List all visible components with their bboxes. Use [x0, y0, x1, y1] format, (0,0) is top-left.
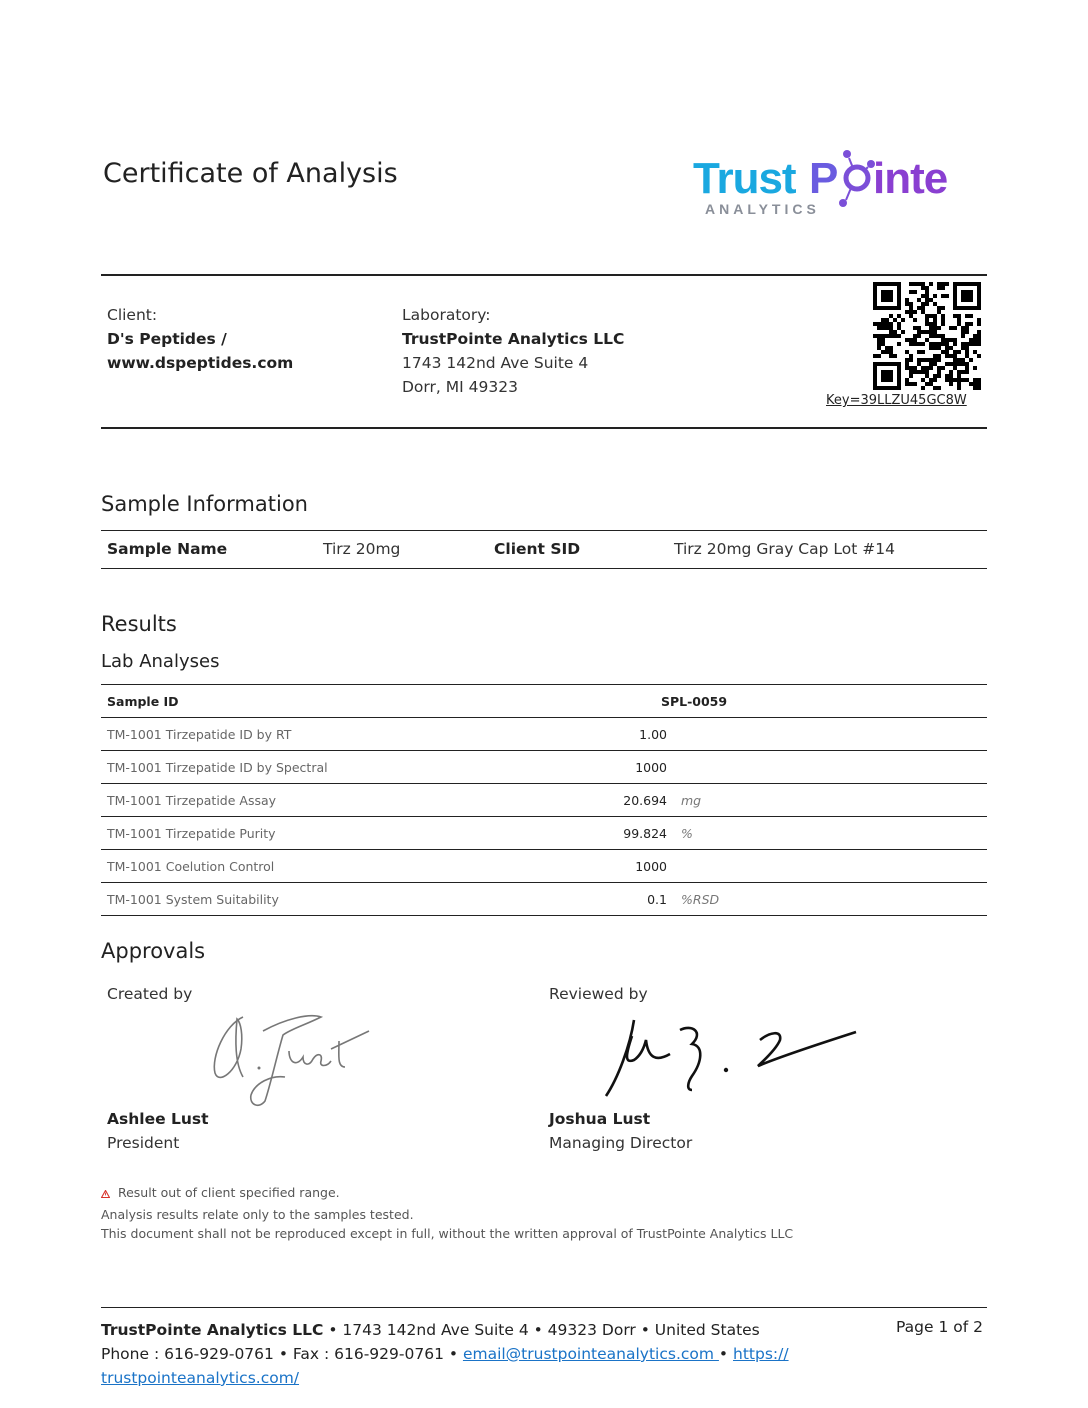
test-value: 1000	[587, 850, 667, 883]
footer-email-link[interactable]: email@trustpointeanalytics.com	[462, 1345, 719, 1363]
divider	[101, 427, 987, 429]
test-unit	[667, 718, 987, 751]
table-row	[101, 751, 987, 784]
warning-triangle-icon	[101, 1190, 110, 1198]
footer-separator: •	[718, 1345, 733, 1363]
divider	[101, 274, 987, 276]
reviewed-by-title: Managing Director	[549, 1134, 693, 1152]
table-header-row	[101, 685, 987, 718]
laboratory-label: Laboratory:	[402, 306, 491, 324]
divider	[101, 568, 987, 569]
svg-text:P: P	[809, 154, 838, 203]
laboratory-name: TrustPointe Analytics LLC	[402, 330, 625, 348]
laboratory-address1: 1743 142nd Ave Suite 4	[402, 354, 589, 372]
signature-joshua-icon	[600, 1010, 860, 1102]
laboratory-address2: Dorr, MI 49323	[402, 378, 518, 396]
client-name-line1: D's Peptides /	[107, 330, 227, 348]
svg-text:inte: inte	[873, 154, 948, 203]
test-unit	[667, 850, 987, 883]
sample-id-value[interactable]: SPL-0059	[587, 685, 987, 718]
test-value: 99.824	[587, 817, 667, 850]
lab-analyses-heading: Lab Analyses	[101, 651, 220, 672]
table-row	[101, 850, 987, 883]
page-title: Certificate of Analysis	[103, 158, 398, 189]
table-row	[101, 817, 987, 850]
sample-id-label: Sample ID	[101, 685, 587, 718]
footer-address: • 1743 142nd Ave Suite 4 • 49323 Dorr • United States	[323, 1321, 760, 1339]
test-value: 20.694	[587, 784, 667, 817]
created-by-label: Created by	[107, 985, 193, 1003]
lab-analyses-table	[101, 684, 987, 916]
svg-text:Trust: Trust	[693, 154, 796, 203]
footer-contact	[101, 1318, 861, 1390]
divider	[101, 1307, 987, 1308]
test-name: TM-1001 Tirzepatide Purity	[101, 817, 587, 850]
test-unit: %	[667, 817, 987, 850]
client-block	[107, 303, 293, 375]
test-name: TM-1001 Tirzepatide ID by Spectral	[101, 751, 587, 784]
footer-url-link-part1[interactable]: https://	[733, 1345, 789, 1363]
test-value: 1.00	[587, 718, 667, 751]
out-of-range-note	[101, 1185, 340, 1200]
test-name: TM-1001 System Suitability	[101, 883, 587, 916]
laboratory-block	[402, 303, 624, 399]
test-unit	[667, 751, 987, 784]
created-by-title: President	[107, 1134, 180, 1152]
test-name: TM-1001 Coelution Control	[101, 850, 587, 883]
footer-company: TrustPointe Analytics LLC	[101, 1321, 324, 1339]
qr-code-icon	[873, 282, 981, 390]
client-label: Client:	[107, 306, 158, 324]
test-value: 1000	[587, 751, 667, 784]
page-number: Page 1 of 2	[896, 1318, 983, 1336]
test-name: TM-1001 Tirzepatide ID by RT	[101, 718, 587, 751]
sample-name-label: Sample Name	[107, 540, 228, 558]
test-value: 0.1	[587, 883, 667, 916]
test-unit: %RSD	[667, 883, 987, 916]
reviewed-by-label: Reviewed by	[549, 985, 648, 1003]
created-by-name: Ashlee Lust	[107, 1110, 209, 1128]
disclaimer-line1: Analysis results relate only to the samples tested.	[101, 1207, 414, 1222]
client-sid-label: Client SID	[494, 540, 581, 558]
signature-ashlee-icon	[205, 1005, 380, 1110]
table-row	[101, 718, 987, 751]
out-of-range-text: Result out of client specified range.	[117, 1185, 340, 1200]
trustpointe-logo	[693, 148, 983, 218]
qr-key-link[interactable]: Key=39LLZU45GC8W	[826, 393, 967, 408]
approvals-heading: Approvals	[101, 939, 206, 963]
footer-url-link-part2[interactable]: trustpointeanalytics.com/	[101, 1369, 300, 1387]
test-unit: mg	[667, 784, 987, 817]
divider	[101, 530, 987, 531]
results-heading: Results	[101, 612, 177, 636]
footer-phone-fax: Phone : 616-929-0761 • Fax : 616-929-0761 •	[101, 1345, 463, 1363]
client-name-line2: www.dspeptides.com	[107, 354, 294, 372]
client-sid-value: Tirz 20mg Gray Cap Lot #14	[674, 540, 895, 558]
sample-info-heading: Sample Information	[101, 492, 308, 516]
sample-name-value: Tirz 20mg	[323, 540, 401, 558]
reviewed-by-name: Joshua Lust	[549, 1110, 651, 1128]
test-name: TM-1001 Tirzepatide Assay	[101, 784, 587, 817]
table-row	[101, 883, 987, 916]
table-row	[101, 784, 987, 817]
svg-text:ANALYTICS: ANALYTICS	[705, 201, 820, 217]
disclaimer-line2: This document shall not be reproduced except in full, without the written approval of TrustPointe Analytics LLC	[101, 1226, 794, 1241]
